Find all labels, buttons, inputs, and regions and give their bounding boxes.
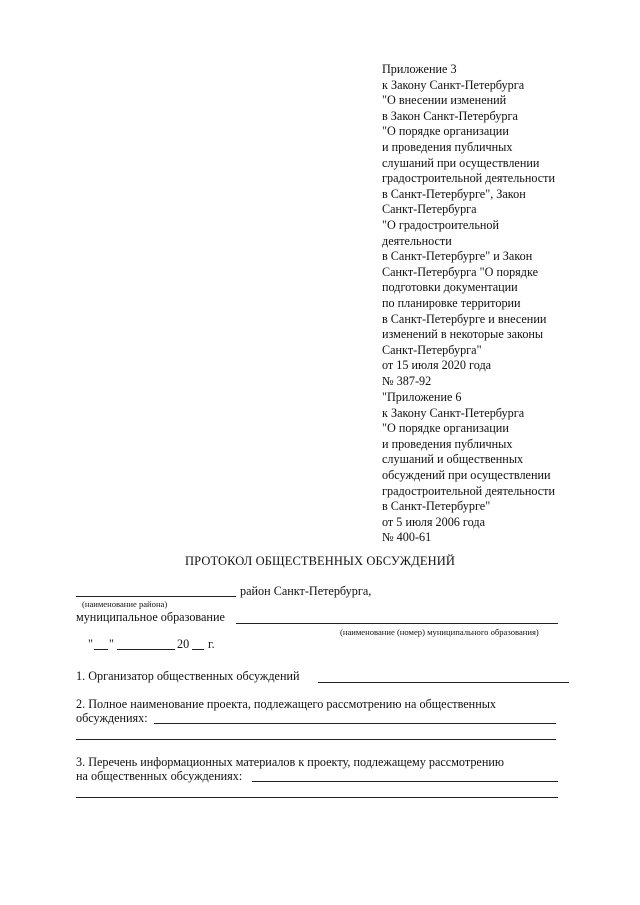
item-2-project-blank-1[interactable] (154, 723, 556, 724)
date-close-quote: " (109, 637, 114, 651)
document-title: ПРОТОКОЛ ОБЩЕСТВЕННЫХ ОБСУЖДЕНИЙ (185, 554, 455, 568)
appendix-3-line: изменений в некоторые законы (382, 327, 544, 342)
appendix-3-line: в Санкт-Петербурге" и Закон (382, 249, 533, 264)
appendix-3-header (382, 62, 612, 389)
appendix-6-line: и проведения публичных (382, 436, 513, 451)
appendix-6-line: в Санкт-Петербурге" (382, 499, 491, 514)
appendix-6-line: к Закону Санкт-Петербурга (382, 405, 525, 420)
appendix-3-line: Санкт-Петербурга (382, 202, 477, 217)
appendix-6-line: "О порядке организации (382, 421, 509, 436)
appendix-3-line: по планировке территории (382, 295, 521, 310)
appendix-3-line: в Санкт-Петербурге", Закон (382, 186, 526, 201)
appendix-6-line: градостроительной деятельности (382, 483, 556, 498)
item-3-materials-blank-1[interactable] (252, 781, 558, 782)
appendix-3-line: Санкт-Петербурга" (382, 342, 482, 357)
appendix-3-line: в Санкт-Петербурге и внесении (382, 311, 547, 326)
appendix-3-line: градостроительной деятельности (382, 171, 556, 186)
date-day-blank[interactable] (94, 649, 108, 650)
district-suffix: район Санкт-Петербурга, (240, 584, 372, 598)
appendix-3-line: Санкт-Петербурга "О порядке (382, 264, 538, 279)
district-blank[interactable] (76, 596, 236, 597)
appendix-3-line: № 387-92 (382, 373, 432, 388)
appendix-3-line: "О внесении изменений (382, 93, 507, 108)
date-year-blank[interactable] (192, 649, 204, 650)
item-3-materials-label: 3. Перечень информационных материалов к проекту, подлежащему рассмотрению (76, 755, 504, 769)
appendix-3-line: слушаний при осуществлении (382, 155, 540, 170)
appendix-6-line: обсуждений при осуществлении (382, 467, 551, 482)
municipality-caption: (наименование (номер) муниципального образования) (340, 627, 539, 637)
district-caption: (наименование района) (82, 599, 168, 609)
appendix-3-line: в Закон Санкт-Петербурга (382, 108, 518, 123)
appendix-6-line: № 400-61 (382, 530, 432, 545)
item-2-project-blank-2[interactable] (76, 739, 556, 740)
date-year-suffix: г. (208, 637, 215, 651)
item-3-materials-label-cont: на общественных обсуждениях: (76, 769, 243, 783)
item-3-materials-blank-2[interactable] (76, 797, 558, 798)
municipality-label: муниципальное образование (76, 610, 225, 624)
appendix-3-line: к Закону Санкт-Петербурга (382, 77, 525, 92)
appendix-3-line: деятельности (382, 233, 452, 248)
appendix-6-line: от 5 июля 2006 года (382, 514, 485, 529)
item-1-organizer-blank[interactable] (318, 682, 569, 683)
item-1-organizer-label: 1. Организатор общественных обсуждений (76, 669, 300, 683)
appendix-6-header (382, 390, 612, 546)
appendix-3-line: Приложение 3 (382, 62, 457, 76)
appendix-6-line: слушаний и общественных (382, 452, 524, 467)
item-2-project-label: 2. Полное наименование проекта, подлежащего рассмотрению на общественных (76, 697, 497, 711)
appendix-3-line: подготовки документации (382, 280, 518, 295)
item-2-project-label-cont: обсуждениях: (76, 711, 148, 725)
municipality-blank[interactable] (236, 623, 558, 624)
appendix-3-line: "О градостроительной (382, 217, 500, 232)
date-year-prefix: 20 (177, 637, 190, 651)
appendix-6-line: "Приложение 6 (382, 390, 462, 404)
appendix-3-line: от 15 июля 2020 года (382, 358, 492, 373)
appendix-3-line: и проведения публичных (382, 139, 513, 154)
date-open-quote: " (88, 637, 93, 651)
date-month-blank[interactable] (117, 649, 175, 650)
appendix-3-line: "О порядке организации (382, 124, 509, 139)
